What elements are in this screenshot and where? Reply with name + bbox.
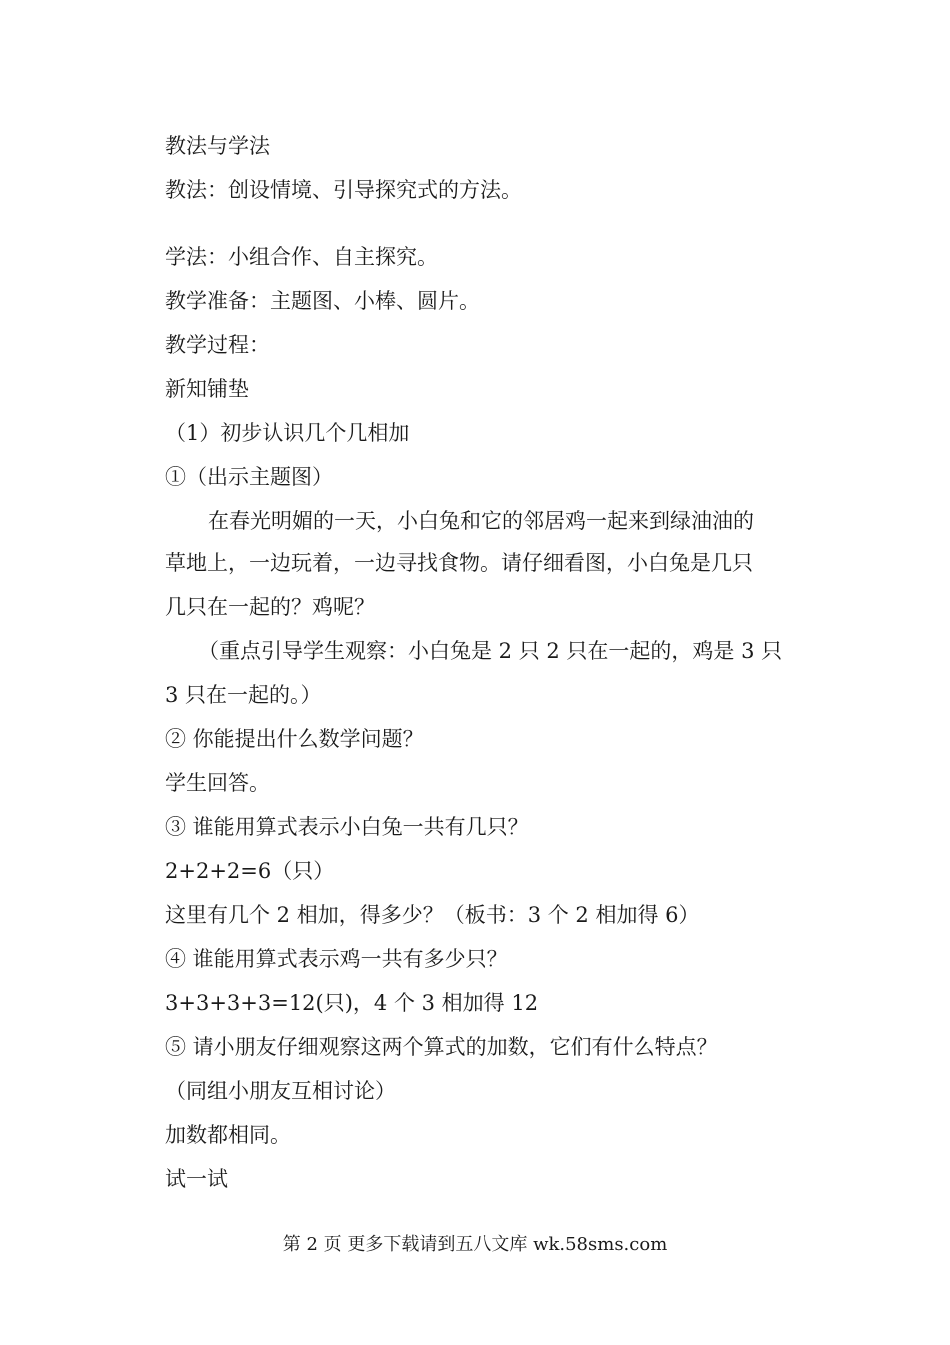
- section-heading: 新知铺垫: [165, 377, 249, 401]
- paragraph-line: 在春光明媚的一天，小白兔和它的邻居鸡一起来到绿油油的: [208, 509, 754, 533]
- paragraph-line: 2+2+2=6（只）: [165, 859, 335, 883]
- paragraph-line: 3 只在一起的。）: [165, 683, 322, 707]
- paragraph-line: （重点引导学生观察：小白兔是 2 只 2 只在一起的，鸡是 3 只: [198, 639, 783, 663]
- paragraph-line: 几只在一起的？鸡呢？: [165, 595, 375, 619]
- paragraph-line: 学法：小组合作、自主探究。: [165, 245, 438, 269]
- paragraph-line: 草地上，一边玩着，一边寻找食物。请仔细看图，小白兔是几只: [165, 551, 753, 575]
- paragraph-line: 教学准备：主题图、小棒、圆片。: [165, 289, 480, 313]
- paragraph-line: （同组小朋友互相讨论）: [165, 1079, 396, 1103]
- paragraph-line: 学生回答。: [165, 771, 270, 795]
- paragraph-line: ①（出示主题图）: [165, 465, 333, 489]
- section-heading: 教法与学法: [165, 134, 270, 158]
- section-heading: 试一试: [165, 1167, 228, 1191]
- paragraph-line: 3+3+3+3=12(只)，4 个 3 相加得 12: [165, 991, 539, 1015]
- paragraph-line: ④ 谁能用算式表示鸡一共有多少只？: [165, 947, 508, 971]
- paragraph-line: 教学过程：: [165, 333, 270, 357]
- paragraph-line: 教法：创设情境、引导探究式的方法。: [165, 178, 522, 202]
- paragraph-line: 这里有几个 2 相加，得多少？（板书：3 个 2 相加得 6）: [165, 903, 700, 927]
- paragraph-line: ⑤ 请小朋友仔细观察这两个算式的加数，它们有什么特点？: [165, 1035, 718, 1059]
- page-footer: 第 2 页 更多下载请到五八文库 wk.58sms.com: [282, 1234, 668, 1255]
- paragraph-line: 加数都相同。: [165, 1123, 291, 1147]
- paragraph-line: ③ 谁能用算式表示小白兔一共有几只？: [165, 815, 529, 839]
- paragraph-line: ② 你能提出什么数学问题？: [165, 727, 424, 751]
- subsection-heading: （1）初步认识几个几相加: [165, 421, 410, 445]
